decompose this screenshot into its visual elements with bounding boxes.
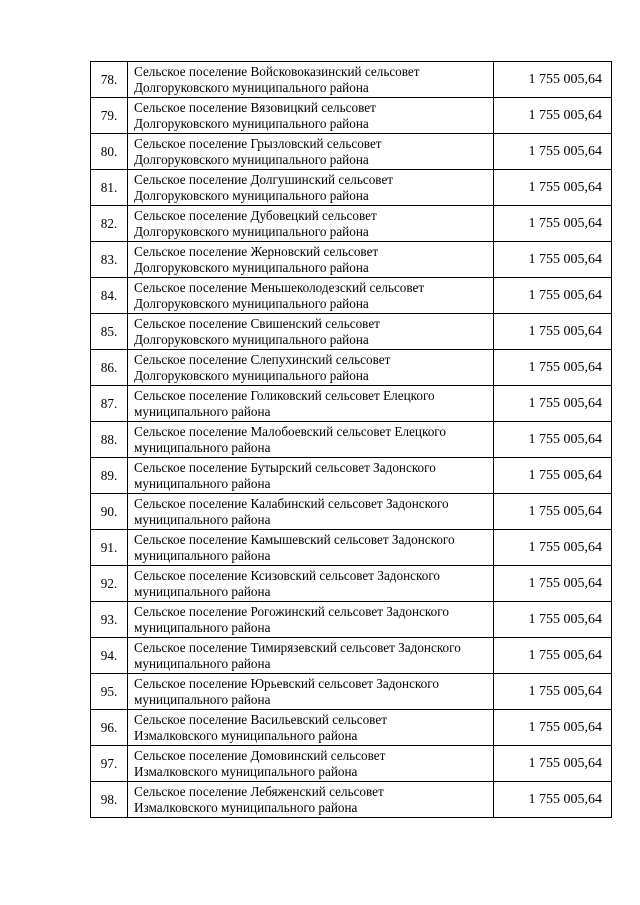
amount-value: 1 755 005,64 (494, 710, 612, 746)
row-number: 85. (91, 314, 128, 350)
table-row (91, 314, 612, 350)
row-number: 80. (91, 134, 128, 170)
amount-value: 1 755 005,64 (494, 422, 612, 458)
table-row (91, 710, 612, 746)
settlement-name: Сельское поселение Ксизовский сельсовет Задонского муниципального района (128, 566, 494, 602)
row-number: 95. (91, 674, 128, 710)
settlement-name: Сельское поселение Рогожинский сельсовет Задонского муниципального района (128, 602, 494, 638)
row-number: 86. (91, 350, 128, 386)
row-number: 84. (91, 278, 128, 314)
row-number: 90. (91, 494, 128, 530)
table-row (91, 458, 612, 494)
table-row (91, 602, 612, 638)
row-number: 83. (91, 242, 128, 278)
settlement-name: Сельское поселение Бутырский сельсовет Задонского муниципального района (128, 458, 494, 494)
settlement-name: Сельское поселение Дубовецкий сельсовет Долгоруковского муниципального района (128, 206, 494, 242)
settlement-name: Сельское поселение Свишенский сельсовет Долгоруковского муниципального района (128, 314, 494, 350)
settlement-name: Сельское поселение Малобоевский сельсовет Елецкого муниципального района (128, 422, 494, 458)
settlement-name: Сельское поселение Грызловский сельсовет Долгоруковского муниципального района (128, 134, 494, 170)
table-row (91, 746, 612, 782)
row-number: 81. (91, 170, 128, 206)
row-number: 78. (91, 62, 128, 98)
amount-value: 1 755 005,64 (494, 566, 612, 602)
row-number: 79. (91, 98, 128, 134)
table-row (91, 638, 612, 674)
table-row (91, 494, 612, 530)
settlement-name: Сельское поселение Меньшеколодезский сельсовет Долгоруковского муниципального района (128, 278, 494, 314)
settlement-name: Сельское поселение Жерновский сельсовет Долгоруковского муниципального района (128, 242, 494, 278)
row-number: 98. (91, 782, 128, 818)
table-row (91, 242, 612, 278)
allocation-table (90, 61, 612, 818)
table-row (91, 782, 612, 818)
amount-value: 1 755 005,64 (494, 170, 612, 206)
settlement-name: Сельское поселение Слепухинский сельсовет Долгоруковского муниципального района (128, 350, 494, 386)
settlement-name: Сельское поселение Васильевский сельсовет Измалковского муниципального района (128, 710, 494, 746)
amount-value: 1 755 005,64 (494, 602, 612, 638)
table-row (91, 62, 612, 98)
table-row (91, 422, 612, 458)
table-row (91, 530, 612, 566)
amount-value: 1 755 005,64 (494, 746, 612, 782)
amount-value: 1 755 005,64 (494, 242, 612, 278)
row-number: 96. (91, 710, 128, 746)
table-row (91, 350, 612, 386)
settlement-name: Сельское поселение Тимирязевский сельсовет Задонского муниципального района (128, 638, 494, 674)
amount-value: 1 755 005,64 (494, 638, 612, 674)
amount-value: 1 755 005,64 (494, 98, 612, 134)
amount-value: 1 755 005,64 (494, 62, 612, 98)
row-number: 89. (91, 458, 128, 494)
settlement-name: Сельское поселение Голиковский сельсовет Елецкого муниципального района (128, 386, 494, 422)
row-number: 92. (91, 566, 128, 602)
settlement-name: Сельское поселение Калабинский сельсовет Задонского муниципального района (128, 494, 494, 530)
amount-value: 1 755 005,64 (494, 278, 612, 314)
settlement-name: Сельское поселение Долгушинский сельсовет Долгоруковского муниципального района (128, 170, 494, 206)
table-row (91, 134, 612, 170)
table-row (91, 98, 612, 134)
amount-value: 1 755 005,64 (494, 350, 612, 386)
amount-value: 1 755 005,64 (494, 494, 612, 530)
table-row (91, 674, 612, 710)
table-body (91, 62, 612, 818)
table-row (91, 170, 612, 206)
settlement-name: Сельское поселение Юрьевский сельсовет Задонского муниципального района (128, 674, 494, 710)
settlement-name: Сельское поселение Лебяженский сельсовет Измалковского муниципального района (128, 782, 494, 818)
amount-value: 1 755 005,64 (494, 674, 612, 710)
amount-value: 1 755 005,64 (494, 530, 612, 566)
settlement-name: Сельское поселение Войсковоказинский сельсовет Долгоруковского муниципального района (128, 62, 494, 98)
row-number: 88. (91, 422, 128, 458)
amount-value: 1 755 005,64 (494, 134, 612, 170)
row-number: 93. (91, 602, 128, 638)
row-number: 87. (91, 386, 128, 422)
row-number: 91. (91, 530, 128, 566)
row-number: 94. (91, 638, 128, 674)
table-row (91, 566, 612, 602)
table-row (91, 386, 612, 422)
settlement-name: Сельское поселение Вязовицкий сельсовет Долгоруковского муниципального района (128, 98, 494, 134)
settlement-name: Сельское поселение Домовинский сельсовет Измалковского муниципального района (128, 746, 494, 782)
amount-value: 1 755 005,64 (494, 314, 612, 350)
settlement-name: Сельское поселение Камышевский сельсовет Задонского муниципального района (128, 530, 494, 566)
amount-value: 1 755 005,64 (494, 458, 612, 494)
table-row (91, 206, 612, 242)
document-page (90, 61, 612, 818)
amount-value: 1 755 005,64 (494, 386, 612, 422)
amount-value: 1 755 005,64 (494, 782, 612, 818)
table-row (91, 278, 612, 314)
row-number: 82. (91, 206, 128, 242)
amount-value: 1 755 005,64 (494, 206, 612, 242)
row-number: 97. (91, 746, 128, 782)
